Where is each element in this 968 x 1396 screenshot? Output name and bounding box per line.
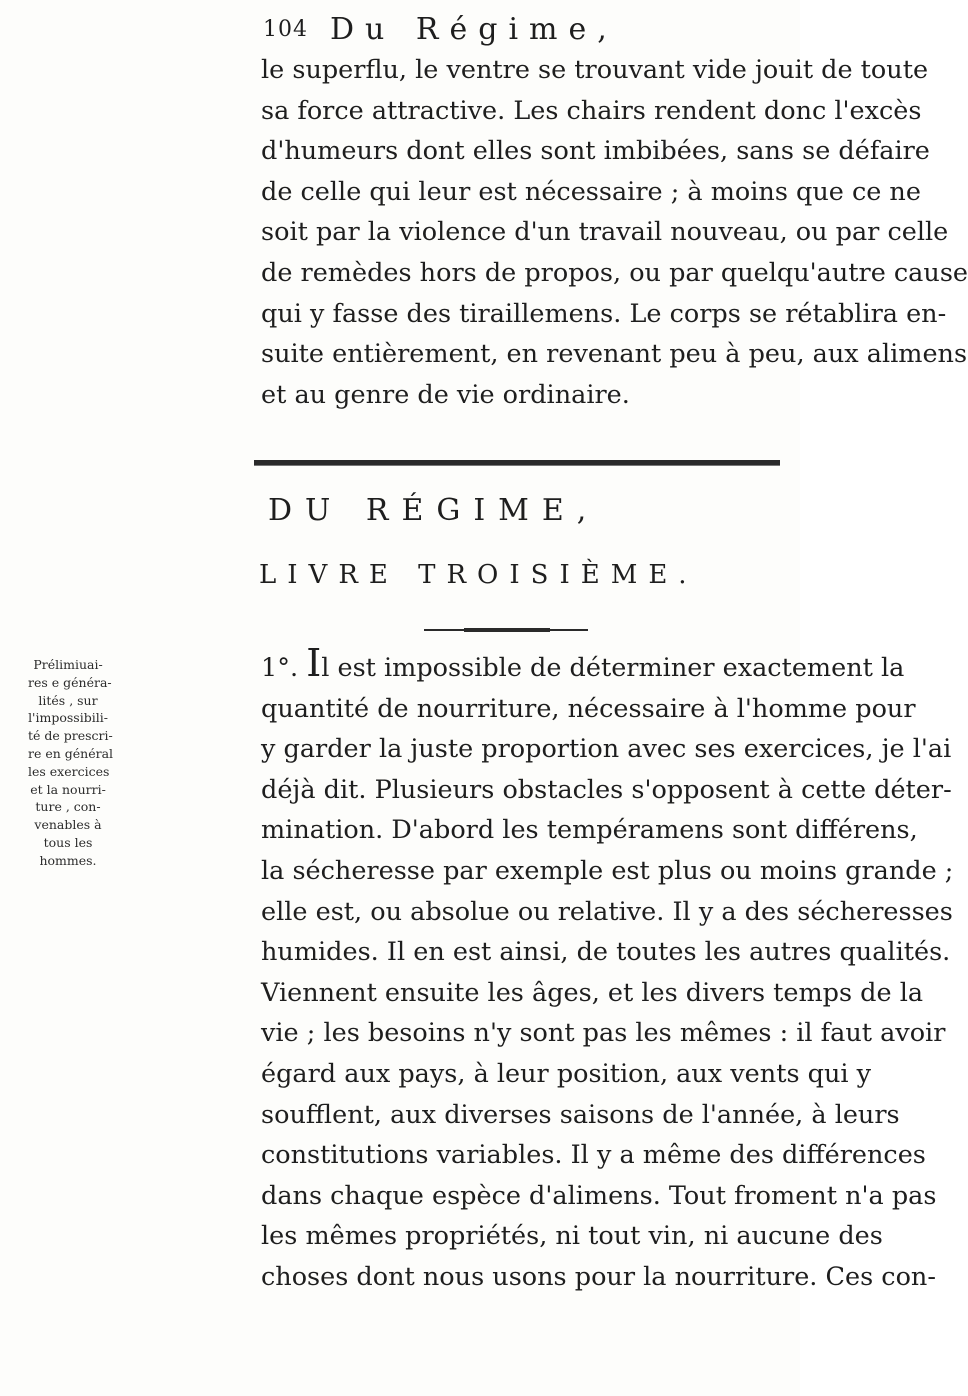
margin-note (28, 656, 114, 870)
first-line-text: l est impossible de déterminer exactement la (321, 653, 905, 683)
margin-note-line: les exercices (28, 763, 110, 779)
text-line: qui y fasse des tiraillemens. Le corps se rétablira en- (261, 298, 947, 329)
text-line: quantité de nourriture, nécessaire à l'homme pour (261, 693, 916, 724)
text-line: de celle qui leur est nécessaire ; à moins que ce ne (261, 176, 921, 207)
section-divider-thin (424, 629, 588, 631)
margin-note-line: lités , sur (38, 692, 98, 708)
running-head-title: Du Régime, (330, 12, 618, 47)
text-line: d'humeurs dont elles sont imbibées, sans se défaire (261, 136, 930, 167)
margin-note-line: tous les (43, 834, 93, 850)
margin-note-line: res e généra- (28, 674, 112, 690)
first-line (261, 641, 905, 689)
top-paragraph (261, 50, 968, 415)
text-line: mination. D'abord les tempéramens sont différens, (261, 815, 918, 846)
margin-note-line: ture , con- (35, 799, 101, 815)
text-line: la sécheresse par exemple est plus ou moins grande ; (261, 855, 954, 886)
text-line: le superflu, le ventre se trouvant vide jouit de toute (261, 55, 929, 85)
text-line: dans chaque espèce d'alimens. Tout froment n'a pas (261, 1180, 937, 1211)
section-subtitle: LIVRE TROISIÈME. (259, 560, 698, 590)
margin-note-line: hommes. (39, 852, 97, 868)
text-line: constitutions variables. Il y a même des différences (261, 1140, 926, 1171)
margin-note-line: venables à (34, 817, 102, 833)
margin-note-line: l'impossibili- (28, 710, 108, 726)
text-line: sa force attractive. Les chairs rendent donc l'excès (261, 95, 922, 126)
text-line: suite entièrement, en revenant peu à peu, aux alimens (261, 339, 968, 370)
margin-note-line: re en général (28, 745, 114, 761)
text-line: déjà dit. Plusieurs obstacles s'opposent à cette déter- (261, 774, 952, 805)
section-title: DU RÉGIME, (268, 493, 600, 528)
text-line: et au genre de vie ordinaire. (261, 379, 630, 410)
margin-note-line: et la nourri- (30, 781, 106, 797)
section-divider-thick (254, 460, 780, 466)
text-line: Viennent ensuite les âges, et les divers temps de la (261, 977, 924, 1008)
text-line: y garder la juste proportion avec ses exercices, je l'ai (261, 734, 952, 765)
text-line: choses dont nous usons pour la nourriture. Ces con- (261, 1261, 936, 1292)
text-line: vie ; les besoins n'y sont pas les mêmes : il faut avoir (261, 1018, 946, 1049)
initial-letter: I (306, 641, 322, 685)
text-line: soit par la violence d'un travail nouveau, ou par celle (261, 217, 949, 248)
main-paragraph (261, 641, 954, 1298)
margin-note-line: té de prescri- (28, 728, 113, 744)
text-line: les mêmes propriétés, ni tout vin, ni aucune des (261, 1221, 883, 1252)
page-number: 104 (263, 17, 308, 42)
text-line: humides. Il en est ainsi, de toutes les autres qualités. (261, 937, 951, 968)
paragraph-numeral: 1°. (261, 653, 299, 683)
margin-note-line: Prélimiuai- (33, 657, 103, 672)
text-line: égard aux pays, à leur position, aux vents qui y (261, 1058, 872, 1089)
text-line: soufflent, aux diverses saisons de l'année, à leurs (261, 1099, 900, 1130)
text-line: elle est, ou absolue ou relative. Il y a des sécheresses (261, 896, 953, 927)
text-line: de remèdes hors de propos, ou par quelqu'autre cause (261, 257, 968, 288)
